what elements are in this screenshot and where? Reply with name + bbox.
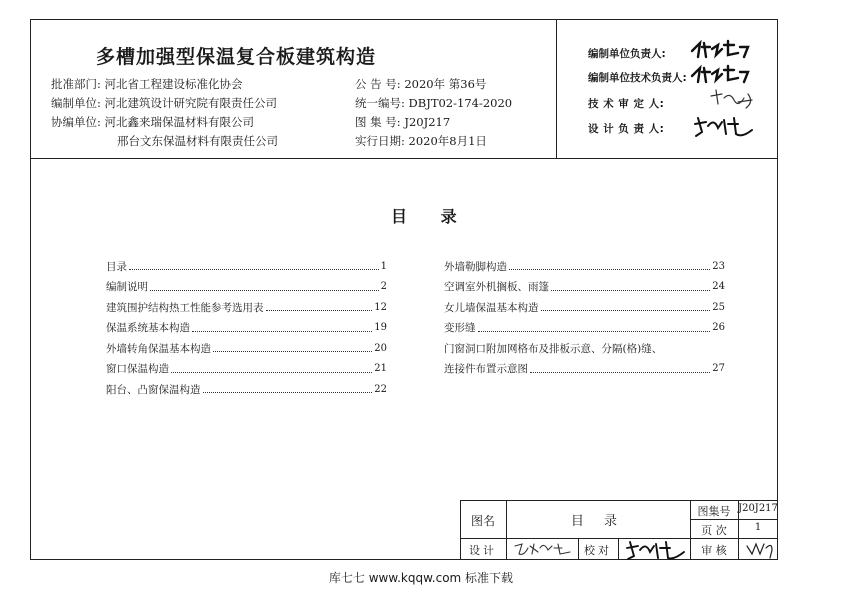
title-block-check-divider-2	[618, 538, 619, 560]
toc-item-title: 女儿墙保温基本构造	[444, 301, 539, 314]
designer-signature	[512, 540, 574, 558]
toc-leader	[551, 283, 710, 291]
approval-dept-label: 批准部门:	[51, 77, 101, 91]
toc-leader	[541, 303, 711, 311]
toc-item[interactable]	[106, 379, 387, 400]
title-block-top	[460, 500, 778, 501]
compiler-value: 河北建筑设计研究院有限责任公司	[104, 96, 278, 110]
title-block-name-divider	[506, 500, 507, 560]
toc-leader	[192, 324, 372, 332]
toc-item-title: 连接件布置示意图	[444, 363, 528, 376]
co-compiler-2	[117, 133, 278, 149]
approval-dept-value: 河北省工程建设标准化协会	[104, 77, 243, 91]
toc-left-column	[106, 256, 387, 400]
toc-leader	[203, 385, 373, 393]
toc-item[interactable]	[106, 359, 387, 380]
responsible-label-3: 技 术 审 定 人:	[588, 98, 665, 110]
toc-item[interactable]	[444, 277, 725, 298]
toc-item-title: 外墙勒脚构造	[444, 260, 507, 273]
title-block-design-label: 设计	[469, 544, 497, 557]
toc-item-page: 27	[712, 363, 725, 375]
compiler	[51, 95, 277, 111]
title-block-name-value: 目 录	[570, 514, 626, 529]
compiler-label: 编制单位:	[51, 96, 101, 110]
toc-item-title: 窗口保温构造	[106, 363, 169, 376]
watermark-footer: 库七七 www.kqqw.com 标准下载	[328, 571, 514, 585]
toc-item-title: 建筑围护结构热工性能参考选用表	[106, 301, 264, 314]
toc-item-title: 阳台、凸窗保温构造	[106, 383, 201, 396]
toc-item-title: 空调室外机搁板、雨篷	[444, 281, 549, 294]
toc-leader	[478, 324, 711, 332]
notice	[355, 76, 486, 92]
unified-no	[355, 95, 512, 111]
toc-item[interactable]	[106, 318, 387, 339]
toc-item-page: 25	[712, 301, 725, 313]
toc-leader	[150, 283, 379, 291]
toc-item[interactable]	[444, 359, 725, 380]
co-compiler-label: 协编单位:	[51, 115, 101, 129]
toc-item-page: 26	[712, 322, 725, 334]
responsible-label-1: 编制单位负责人:	[588, 48, 666, 60]
toc-item[interactable]	[106, 338, 387, 359]
title-block-page-value: 1	[754, 522, 762, 533]
toc-leader	[129, 262, 379, 270]
toc-item[interactable]	[106, 297, 387, 318]
atlas-no-value: J20J217	[404, 115, 451, 129]
co-compiler-value-2: 邢台文东保温材料有限责任公司	[117, 134, 278, 148]
toc-item-page: 22	[374, 383, 387, 395]
effective-date-value: 2020年8月1日	[408, 134, 487, 148]
effective-date-label: 实行日期:	[355, 134, 405, 148]
toc-leader	[509, 262, 710, 270]
unified-no-label: 统一编号:	[355, 96, 405, 110]
effective-date	[355, 133, 487, 149]
responsible-label-2: 编制单位技术负责人:	[588, 72, 687, 84]
unified-no-value: DBJT02-174-2020	[408, 96, 513, 110]
toc-item-page: 21	[374, 363, 387, 375]
toc-item-title: 编制说明	[106, 281, 148, 294]
title-block-name-label: 图名	[470, 514, 495, 528]
toc-leader	[213, 344, 372, 352]
signature-2	[690, 64, 752, 86]
title-block-page-label: 页 次	[701, 524, 727, 537]
toc-item-page: 12	[374, 301, 387, 313]
title-block-atlas-label: 图集号	[697, 505, 731, 518]
approval-dept	[51, 76, 243, 92]
toc-right-column	[444, 256, 725, 379]
title-block-review-label: 审 核	[701, 544, 727, 557]
header-divider	[30, 158, 778, 159]
toc-item[interactable]	[444, 297, 725, 318]
atlas-no	[355, 114, 450, 130]
title-block-atlas-value: J20J217	[738, 503, 778, 514]
toc-leader	[266, 303, 373, 311]
toc-leader	[530, 365, 710, 373]
toc-item-page: 24	[712, 281, 725, 293]
toc-item[interactable]	[106, 277, 387, 298]
notice-label: 公 告 号:	[355, 77, 401, 91]
toc-item[interactable]	[444, 256, 725, 277]
toc-item-page: 20	[374, 342, 387, 354]
toc-leader	[171, 365, 372, 373]
toc-item-title: 目录	[106, 260, 127, 273]
toc-item-title: 保温系统基本构造	[106, 322, 190, 335]
atlas-no-label: 图 集 号:	[355, 115, 401, 129]
title-block-check-label: 校对	[584, 544, 612, 557]
toc-item-title: 门窗洞口附加网格布及排板示意、分隔(格)缝、	[444, 342, 663, 355]
toc-item-page: 23	[712, 260, 725, 272]
toc-item-page: 1	[380, 260, 387, 272]
checker-signature	[624, 538, 686, 560]
signature-4	[692, 114, 756, 140]
toc-item-title: 变形缝	[444, 322, 476, 335]
notice-value: 2020年 第36号	[404, 77, 487, 91]
co-compiler	[51, 114, 254, 130]
signature-3	[708, 88, 760, 110]
toc-item-multiline-first[interactable]	[444, 338, 725, 359]
co-compiler-value-1: 河北鑫来瑞保温材料有限公司	[104, 115, 255, 129]
responsible-label-4: 设 计 负 责 人:	[588, 123, 665, 135]
toc-item-page: 2	[380, 281, 387, 293]
signature-1	[690, 39, 752, 61]
toc-heading: 目 录	[391, 207, 471, 226]
toc-item[interactable]	[444, 318, 725, 339]
toc-item-title: 外墙转角保温基本构造	[106, 342, 211, 355]
toc-item[interactable]	[106, 256, 387, 277]
header-column-divider	[556, 19, 557, 159]
toc-item-page: 19	[374, 322, 387, 334]
reviewer-signature	[744, 538, 776, 560]
title-block-right-row1	[690, 519, 778, 520]
page-title: 多槽加强型保温复合板建筑构造	[96, 46, 377, 68]
